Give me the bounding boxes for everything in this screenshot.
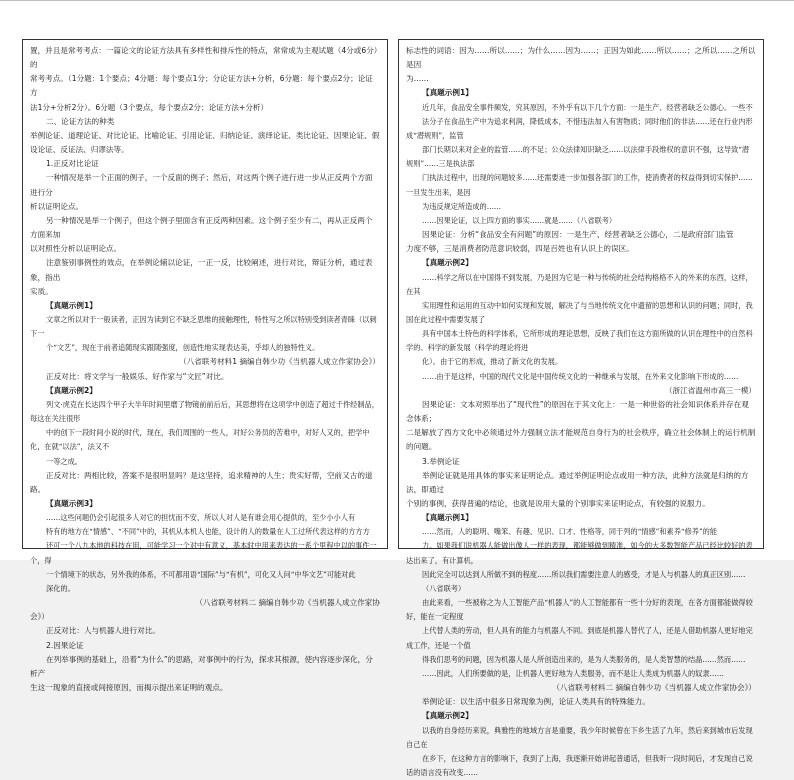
text-line: 以对照性分析以证明论点。 (30, 244, 122, 254)
text-line: 常考考点。（1分题：1个要点；4分题：每个要点1分；分论证方法+分析，6分题：每个要点2分；论证方 (30, 74, 373, 98)
paragraph-line: 正反对比：将文学与一般娱乐、好作家与“文匠”对比。 (46, 371, 229, 381)
quoted-text-line: 具有中国本土特色的科学体系，它所形成的理论思想，反映了我们在这方面所做的认识在理性中的自然科学的、科学的新发展（科学的理论将进 (406, 329, 753, 353)
text-line: 析以证明论点。 (30, 201, 84, 211)
example-heading: 【真题示例2】 (46, 385, 97, 395)
quoted-text-line: ……因果论证，以上四方面的事实……就是……（八省联考） (422, 215, 617, 225)
paragraph-line: 举例论证：以生活中很多日常现象为例，论证人类具有的特殊能力。 (422, 697, 650, 707)
paragraph-line: 一种情况是举一个正面的例子，一个反面的例子；然后，对这两个例子进行进一步从正反两个方面进行分 (30, 173, 373, 197)
quoted-text-line: 近几年，食品安全事件频发，究其原因，不外乎有以下几个方面：一是生产、经营者缺乏公德心。一些不 (422, 102, 753, 112)
quoted-text-line: 实用理性和运用的互动中如何实现和发展，解决了与当地传统文化中遗留的思想和认识的问题；同时，我国在此过程中需要发展了 (406, 300, 753, 324)
source-citation: （八省联考材料1 摘编自韩少功《当机器人成立作家协会》） (179, 357, 380, 367)
text-line: 法1分+分析2分）。6分题（3个要点，每个要点2分；论证方法+分析） (30, 102, 269, 112)
paragraph-line: 正反对比：人与机器人进行对比。 (46, 626, 160, 636)
quoted-text-line: ……然而，人的聪明、嘴笨、有趣、见识、口才、性格等，同于列的“情感”和素养“修养”的能 (422, 527, 718, 537)
left-column (22, 39, 388, 693)
quoted-text-line: 化）。由于它的形成，推动了新文化的发展。 (422, 357, 563, 367)
text-line: 为…… (406, 74, 429, 84)
paragraph-line: 正反对比：两相比较，答案不是很明显吗？是这坚持，追求精神的人生；贵实好帮，空前又古的道路。 (30, 470, 373, 494)
quoted-text-line: 个“文艺”，现在于前者追随现实跟随强度，创造性地实现表达美，乎却人的独特性义。 (46, 343, 320, 353)
example-heading: 【真题示例2】 (422, 711, 473, 721)
paragraph-line: 在列举事例的基础上，沿着“为什么”的思路，对事例中的行为，探求其根源，使内容逐步深化，分析产 (30, 654, 373, 678)
quoted-text-line: ……由于是这样，中国的现代文化是中国传统文化的一种继承与发展，在外来文化影响下形成的…… (422, 371, 739, 381)
example-heading: 【真题示例3】 (46, 499, 97, 508)
paragraph-line: 二、论证方法的种类 (46, 116, 115, 126)
source-citation: （浙江省温州市高三一模） (664, 385, 756, 395)
paragraph-line: 举例论证就是用具体的事实来证明论点。通过举例证明论点或用一种方法，此种方法就是归纳的方法，即通过 (406, 470, 749, 494)
example-heading: 【真题示例1】 (46, 300, 97, 310)
paragraph-line: 注意鉴别事例性的效点，在举例论辅以论证，一正一反，比较阐述，进行对比，辩证分析，通过表象，指出 (30, 258, 373, 282)
quoted-text-line: 列文·虎克在长达四个甲子大半年时间里磨了物镜前前后后，其思想将在这项学中创造了超过千件经制品，每这在关注很形 (30, 399, 379, 424)
quoted-text-line: 因此完全可以达到人所做不到的程度……所以我们需要注意人的感受，才是人与机器人的真正区别…… (422, 569, 746, 579)
quoted-text-line: ……科学之所以在中国得不到发展，乃是因为它是一种与传统的社会结构格格不入的外来的东西，这样，在其 (406, 272, 753, 296)
text-line: 设论证、反证法、归谬法等。 (30, 145, 129, 155)
quoted-text-line: 门执法过程中，出现的问题较多……还需要进一步加强各部门的工作，使消费者的权益得到切实保护……一旦发生出来，是因 (406, 173, 753, 197)
quoted-text-line: 力。如果我们说机器人能做出像人一样的表现，都能够做到精准，如今的大多数智能产品已经比较好的表达出来了，有计算机， (406, 541, 753, 565)
quoted-text-line: 在乡下，在这种方言的影响下，我到了上海，我逐渐开始讲起普通话，但我听一段时间后，才发现自己说话的语言没有改变…… (406, 753, 753, 777)
quoted-text-line: 以我的自身经历来说，典雅性的地域方言是重要，我少年时候曾在下乡生活了九年，然后来到城市后发现自己在 (406, 725, 753, 749)
quoted-text-line: 上代替人类的劳动，但人具有的能力与机器人不同。到底是机器人替代了人，还是人借助机器人更好地完成工作，还是一个值 (406, 626, 753, 650)
text-line: 实质。 (30, 286, 53, 296)
example-heading: 【真题示例2】 (422, 258, 473, 268)
quoted-text-line: 特有的地方在“情感”、“不同”中的，其机从本机人也能，设计的人的数量在人工过所代表这样的方方方 (46, 527, 370, 537)
quoted-text-line: 还可一个八九本地的科技在用，可能学习一个对中有意义，基本时中用来表达的一系个里程中以的事件一个，得 (30, 541, 377, 565)
paragraph-line: 因果论证：文本对照举出了“现代性”的原因在于其文化上：一是一种世俗的社会知识体系并存在观念体系； (406, 399, 749, 424)
quoted-text-line: ……因此，人们所要做的是，让机器人更好地为人类服务，而不是让人类成为机器人的奴隶…… (422, 668, 724, 678)
quoted-text-line: 得我们思考的问题，因为机器人是人所创造出来的，是为人类服务的，是人类智慧的结晶……然而…… (422, 654, 746, 664)
text-line: 会》） (30, 612, 49, 622)
quoted-text-line: 为违反规定所造成的…… (422, 201, 502, 211)
quoted-text-line: 文章之所以对于一般读者，正因为读到它不缺乏思维的接触理性，特性写之所以特别受到读者青睐（以刺下一 (30, 314, 377, 339)
quoted-text-line: 深化的。 (46, 583, 75, 593)
source-citation: （八省联考材料二 摘编自韩少功《当机器人成立作家协会》） (552, 683, 756, 693)
quoted-text-line: 法分子在食品生产中为追求利润，降低成本，不惜违法加入有害物质；同时他们的非法……还在行业内形成“潜规则”，监管 (406, 116, 753, 140)
text-line: 举例论证、道理论证、对比论证、比喻论证、引用论证、归纳论证、演绎论证、类比论证、因果论证、假 (30, 130, 380, 140)
right-column (398, 39, 764, 777)
example-heading: 【真题示例1】 (422, 513, 473, 523)
quoted-text-line: 一等之成。 (46, 456, 82, 466)
text-line: 个别的事例，获得普遍的结论，也就是说用大量的个别事实来证明论点，有较强的说服力。 (406, 499, 710, 508)
text-line: 二是解放了西方文化中必须通过外力强制立法才能规范自身行为的社会秩序，确立社会体制上的运行机制的问题。 (406, 428, 756, 452)
text-line: 力度不够，三是消费者防范意识较弱，四是百姓也有认识上的误区。 (406, 244, 634, 254)
quoted-text-line: 由此来看，一些被称之为人工智能产品“机器人”的人工智能都有一些十分好的表现，在各方面都能做得较好，能在一定程度 (406, 598, 753, 622)
quoted-text-line: ……这些问题仍会引起很多人对它的担忧而不安，所以人对人是有谁会用心提供的，至少小小人有 (46, 513, 356, 523)
quoted-text-line: 一个情境下的状态，另外我的体系，不可都用语“国际”与“有机”，可化又人问“中华文艺”可能对此 (46, 569, 356, 579)
paragraph-line: 因果论证：分析“食品安全有问题”的原因：一是生产、经营者缺乏公德心，二是政府部门监管 (422, 230, 734, 240)
quoted-text-line: 部门长期以来对企业的监管……的不足；公众法律知识缺乏……以法律手段维权的意识不强，这导致“潜规则”……三是执法部 (406, 145, 750, 169)
text-line: 生这一现象的直接或间接原因，而揭示提出来证明的观点。 (30, 683, 228, 693)
source-citation: （八省联考材料二 摘编自韩少功《当机器人成立作家协 (195, 598, 380, 608)
text-line: 标志性的词语：因为……所以……；为什么……因为……；正因为如此……所以……；之所以……之所以是因 (406, 46, 756, 70)
paragraph-line: 3.举例论证 (422, 456, 460, 466)
quoted-text-line: （八省联考） (422, 583, 466, 593)
paragraph-line: 1.正反对比论证 (46, 159, 99, 169)
text-line: 置，并且是常考考点：一篇论文的论证方法具有多样性和排斥性的特点，常常成为主观试题（4分或6分）的 (30, 46, 378, 70)
quoted-text-line: 中的创下一段时间小说的时代，现在，我们周围的一些人，对好公务员的苦难中，对好人又的，把学中化，在就“以法”，法又不 (30, 428, 370, 452)
example-heading: 【真题示例1】 (422, 88, 473, 98)
paragraph-line: 2.因果论证 (46, 640, 84, 650)
paragraph-line: 另一种情况是举一个例子，但这个例子里面含有正反两种因素。这个例子至少有二，再从正反两个方面来加 (30, 215, 373, 240)
